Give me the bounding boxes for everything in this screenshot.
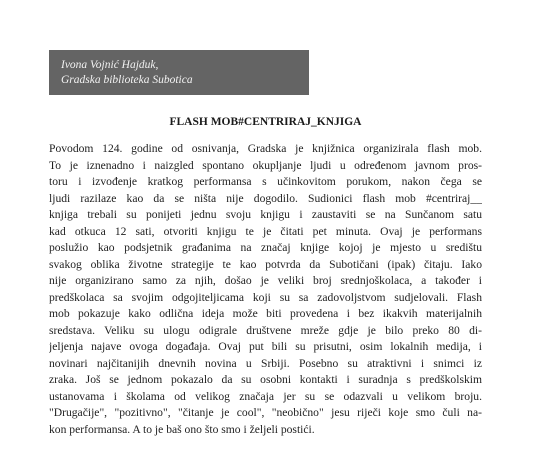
article-body xyxy=(49,141,482,438)
article-title: FLASH MOB#CENTRIRAJ_KNJIGA xyxy=(169,116,362,128)
body-line: jeljenja najave ovoga događaja. Ovaj put bili su prisutni, osim lokalnih medija, i xyxy=(49,340,482,353)
body-line: mob pokazuje kako odlična ideja može biti provedena i bez ikakvih materijalnih xyxy=(49,307,482,320)
author-affiliation: Gradska biblioteka Subotica xyxy=(61,74,193,86)
body-line: nije organizirano samo za njih, došao je veliki broj srednjoškolaca, a također i xyxy=(49,274,482,287)
body-line: novinari najčitanijih dnevnih novina u Srbiji. Posebno su atraktivni i snimci iz xyxy=(49,356,482,370)
body-line: zraka. Još se jednom pokazalo da su osobni kontakti i suradnja s predškolskim xyxy=(49,373,482,386)
body-line: ustanovama i školama od velikog značaja jer su se odazvali u velikom broju. xyxy=(49,389,482,403)
body-line: predškolaca sa svojim odgojiteljicama koji su sa zadovoljstvom sudjelovali. Flash xyxy=(49,290,482,304)
body-line: To je iznenadno i naizgled spontano okupljanje ljudi u određenom javnom pros- xyxy=(49,158,482,172)
body-line: kad otkuca 12 sati, otvoriti knjigu te je čitati pet minuta. Ovaj je performans xyxy=(49,224,482,238)
body-line: ljudi razilaze kao da se ništa nije dogodilo. Sudionici flash mob #centriraj__ xyxy=(49,191,482,205)
body-line: sredstava. Veliku su ulogu odigrale društvene mreže gdje je bilo preko 80 di- xyxy=(49,323,482,337)
body-line: poslužio kao podsjetnik građanima na značaj knjige kojoj je mjesto u središtu xyxy=(49,241,482,254)
body-line-last: kon performansa. A to je baš ono što smo i željeli postići. xyxy=(49,422,315,436)
body-line: knjiga trebali su ponijeti jednu svoju knjigu i zaustaviti se na Sunčanom satu xyxy=(49,208,482,221)
body-line: "Drugačije", "pozitivno", "čitanje je cool", "neobično" jesu riječi koje smo čuli na- xyxy=(49,406,482,419)
body-line: toru i izvođenje kratkog performansa s učinkovitom porukom, nakon čega se xyxy=(49,175,482,188)
body-line: svakog oblika životne strategije te kao potvrda da Subotičani (ipak) čitaju. Iako xyxy=(49,257,482,271)
body-line: Povodom 124. godine od osnivanja, Gradska je knjižnica organizirala flash mob. xyxy=(49,142,482,155)
author-name: Ivona Vojnić Hajduk, xyxy=(61,59,159,71)
author-box xyxy=(49,50,309,95)
